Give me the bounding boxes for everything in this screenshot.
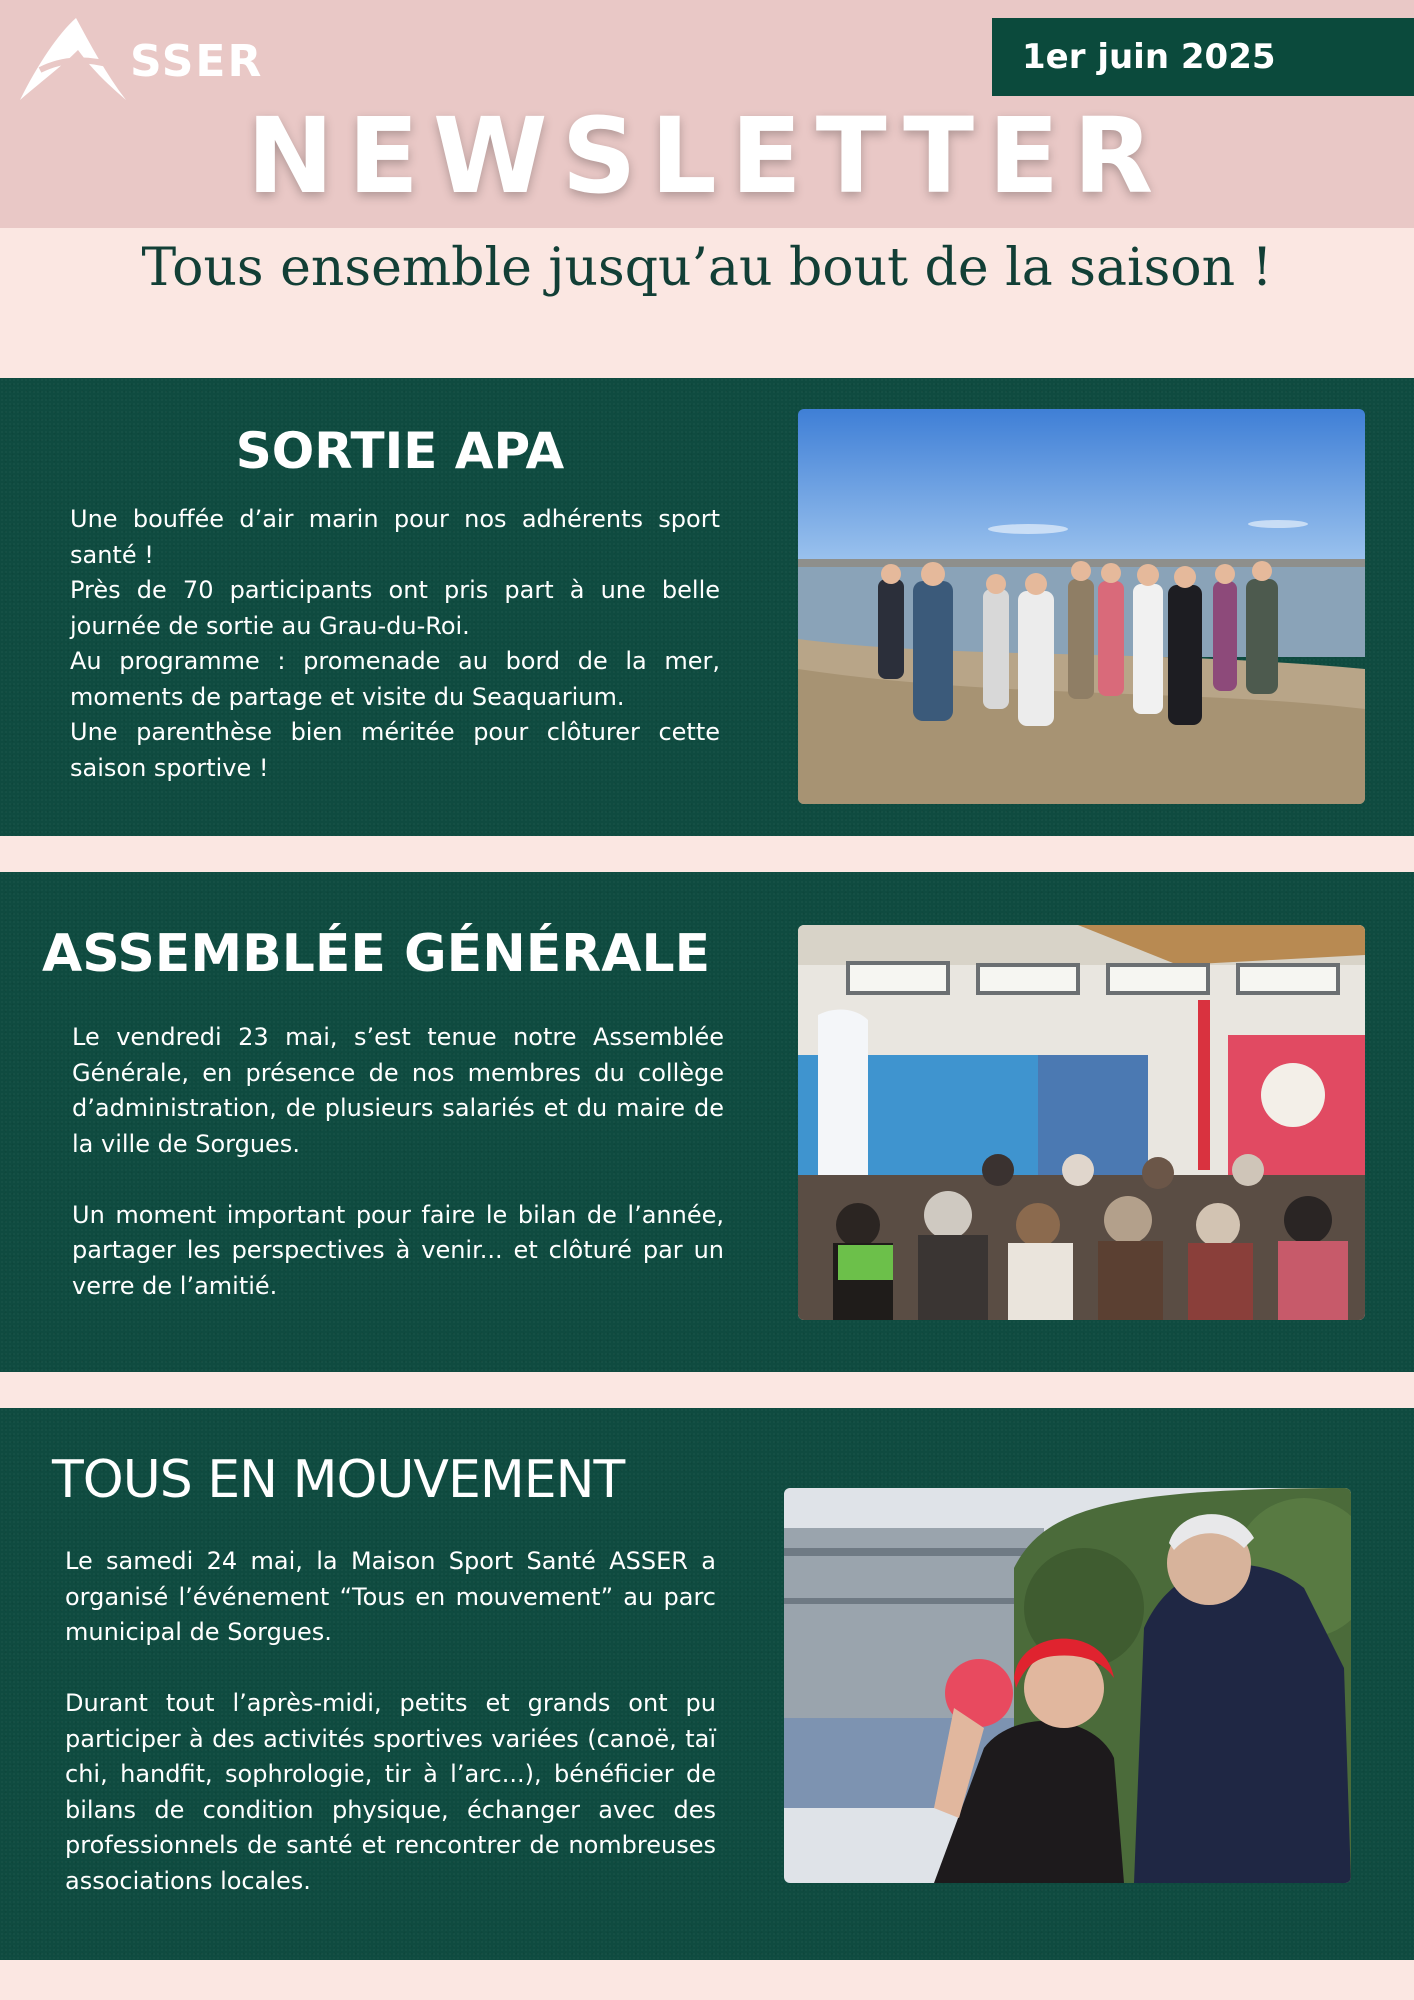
paragraph: Le vendredi 23 mai, s’est tenue notre Assemblée Générale, en présence de nos membres du collège d’administration, de plusieurs salariés et du maire de la ville de Sorgues. <box>72 1023 724 1158</box>
paragraph: Le samedi 24 mai, la Maison Sport Santé ASSER a organisé l’événement “Tous en mouvement” au parc municipal de Sorgues. <box>65 1547 716 1646</box>
asser-logo <box>18 14 268 104</box>
newsletter-subtitle: Tous ensemble jusqu’au bout de la saison ! <box>141 238 1273 298</box>
section-sortie-apa <box>0 378 1414 836</box>
paragraph: Une parenthèse bien méritée pour clôturer cette saison sportive ! <box>70 718 720 782</box>
date-badge: 1er juin 2025 <box>992 18 1414 96</box>
paragraph: Un moment important pour faire le bilan de l’année, partager les perspectives à venir... et clôturé par un verre de l’amitié. <box>72 1200 724 1300</box>
section-title: ASSEMBLÉE GÉNÉRALE <box>42 924 711 984</box>
asser-logo-icon <box>18 14 128 104</box>
section-title: SORTIE APA <box>235 422 565 480</box>
section-title: TOUS EN MOUVEMENT <box>52 1450 625 1510</box>
paragraph: Au programme : promenade au bord de la mer, moments de partage et visite du Seaquarium. <box>70 647 720 711</box>
newsletter-title: NEWSLETTER <box>246 95 1168 217</box>
section-body <box>65 1544 716 1899</box>
section-assemblee-generale <box>0 872 1414 1372</box>
paragraph: Une bouffée d’air marin pour nos adhérents sport santé ! <box>70 505 720 569</box>
logo-text: SSER <box>130 36 264 87</box>
outdoor-event-photo <box>784 1488 1351 1883</box>
beach-group-photo <box>798 409 1365 804</box>
section-body <box>72 1020 724 1304</box>
meeting-hall-photo <box>798 925 1365 1320</box>
section-tous-en-mouvement <box>0 1408 1414 1960</box>
paragraph: Durant tout l’après-midi, petits et grands ont pu participer à des activités sportives variées (canoë, taï chi, handfit, sophrologie, tir à l’arc...), bénéficier de bilans de condition physique, échanger avec des professionnels de santé et rencontrer de nombreuses associations locales. <box>65 1689 716 1895</box>
paragraph: Près de 70 participants ont pris part à une belle journée de sortie au Grau-du-Roi. <box>70 576 720 640</box>
section-body <box>70 502 720 786</box>
